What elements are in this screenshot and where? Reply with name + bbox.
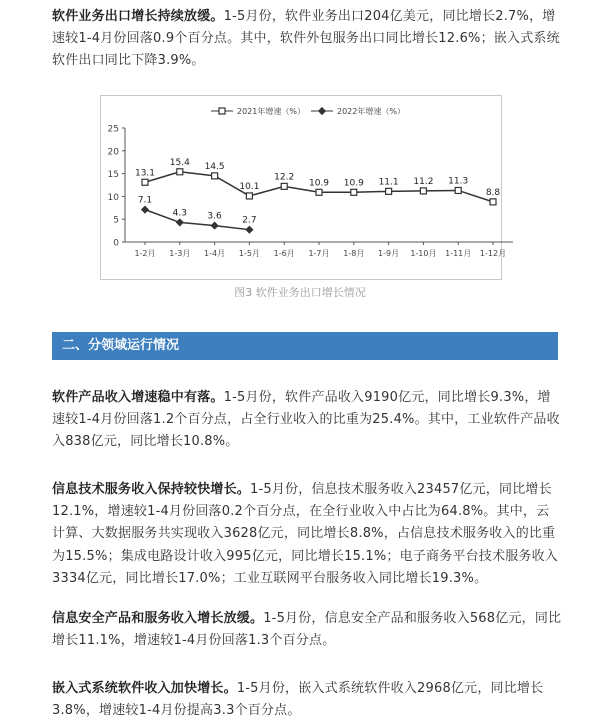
paragraph-heading: 嵌入式系统软件收入加快增长。 xyxy=(52,681,237,696)
export-growth-paragraph xyxy=(52,6,562,73)
export-growth-chart xyxy=(100,95,507,280)
data-point xyxy=(420,188,426,194)
it-service-paragraph xyxy=(52,479,562,590)
info-security-paragraph xyxy=(52,608,562,652)
x-tick-label: 1-10月 xyxy=(410,249,437,258)
paragraph-heading: 信息技术服务收入保持较快增长。 xyxy=(52,482,251,497)
series-line xyxy=(145,210,249,230)
data-point xyxy=(316,189,322,195)
x-tick-label: 1-8月 xyxy=(343,249,365,258)
data-point xyxy=(211,222,218,229)
data-point xyxy=(386,188,392,194)
data-label: 7.1 xyxy=(137,195,153,206)
data-label: 8.8 xyxy=(485,187,501,198)
y-tick-label: 0 xyxy=(113,238,119,249)
section-header: 二、分领域运行情况 xyxy=(52,332,558,360)
x-tick-label: 1-3月 xyxy=(169,249,191,258)
data-label: 10.9 xyxy=(308,178,330,189)
data-point xyxy=(455,187,461,193)
data-label: 15.4 xyxy=(169,157,190,168)
x-tick-label: 1-6月 xyxy=(273,249,295,258)
y-tick-label: 25 xyxy=(107,124,119,135)
data-label: 11.2 xyxy=(413,176,434,187)
data-point xyxy=(212,173,218,179)
data-label: 10.1 xyxy=(239,181,260,192)
legend-marker xyxy=(319,108,326,115)
data-label: 11.3 xyxy=(448,176,469,187)
legend-label: 2021年增速（%） xyxy=(237,107,305,116)
paragraph-body: 1-5月份，信息安全产品和服务收入568亿元，同比增长11.1%，增速较1-4月份回落1.3个百分点。 xyxy=(52,611,562,649)
x-tick-label: 1-12月 xyxy=(479,249,507,258)
embedded-software-paragraph xyxy=(52,678,562,722)
paragraph-body: 1-5月份，软件产品收入9190亿元，同比增长9.3%，增速较1-4月份回落1.2个百分点，占全行业收入的比重为25.4%。其中，工业软件产品收入838亿元，同比增长10.8%。 xyxy=(52,390,560,450)
data-label: 10.9 xyxy=(343,178,364,189)
data-point xyxy=(281,183,287,189)
paragraph-body: 1-5月份，嵌入式系统软件收入2968亿元，同比增长3.8%，增速较1-4月份提高3.3个百分点。 xyxy=(52,681,544,719)
x-tick-label: 1-2月 xyxy=(134,249,156,258)
x-tick-label: 1-5月 xyxy=(238,249,260,258)
line-chart-svg xyxy=(101,96,507,279)
x-tick-label: 1-9月 xyxy=(378,249,400,258)
data-label: 2.7 xyxy=(242,215,257,226)
data-point xyxy=(176,219,183,226)
data-point xyxy=(142,179,148,185)
y-tick-label: 5 xyxy=(113,215,119,226)
paragraph-body: 1-5月份，信息技术服务收入23457亿元，同比增长12.1%，增速较1-4月份回落0.2个百分点，在全行业收入中占比为64.8%。其中，云计算、大数据服务共实现收入3628亿元，同比增长8.8%，占信息技术服务收入的比重为15.5%；集成电路设计收入995亿元，同比增长15.1%；电子商务平台技术服务收入3334亿元，同比增长17.0%；工业互联网平台服务收入同比增长19.3%。 xyxy=(52,482,559,586)
data-point xyxy=(142,206,149,213)
data-label: 4.3 xyxy=(172,208,187,219)
data-label: 14.5 xyxy=(204,161,225,172)
x-tick-label: 1-7月 xyxy=(308,249,330,258)
data-point xyxy=(177,169,183,175)
data-point xyxy=(490,199,496,205)
y-tick-label: 10 xyxy=(107,192,119,203)
paragraph-heading: 软件产品收入增速稳中有落。 xyxy=(52,390,224,405)
data-label: 13.1 xyxy=(134,168,156,179)
legend-label: 2022年增速（%） xyxy=(337,107,405,116)
paragraph-heading: 软件业务出口增长持续放缓。 xyxy=(52,9,224,24)
y-tick-label: 20 xyxy=(107,147,119,158)
software-product-paragraph xyxy=(52,387,562,454)
paragraph-body: 1-5月份，软件业务出口204亿美元，同比增长2.7%，增速较1-4月份回落0.9个百分点。其中，软件外包服务出口同比增长12.6%；嵌入式系统软件出口同比下降3.9%。 xyxy=(52,9,560,69)
data-point xyxy=(246,226,253,233)
legend-marker xyxy=(219,108,225,114)
data-point xyxy=(246,193,252,199)
x-tick-label: 1-11月 xyxy=(445,249,472,258)
data-label: 3.6 xyxy=(207,211,222,222)
data-label: 11.1 xyxy=(378,177,399,188)
paragraph-heading: 信息安全产品和服务收入增长放缓。 xyxy=(52,611,264,626)
data-label: 12.2 xyxy=(274,172,295,183)
x-tick-label: 1-4月 xyxy=(204,249,226,258)
data-point xyxy=(351,189,357,195)
figure-caption: 图3 软件业务出口增长情况 xyxy=(234,286,366,299)
y-tick-label: 15 xyxy=(107,170,119,181)
